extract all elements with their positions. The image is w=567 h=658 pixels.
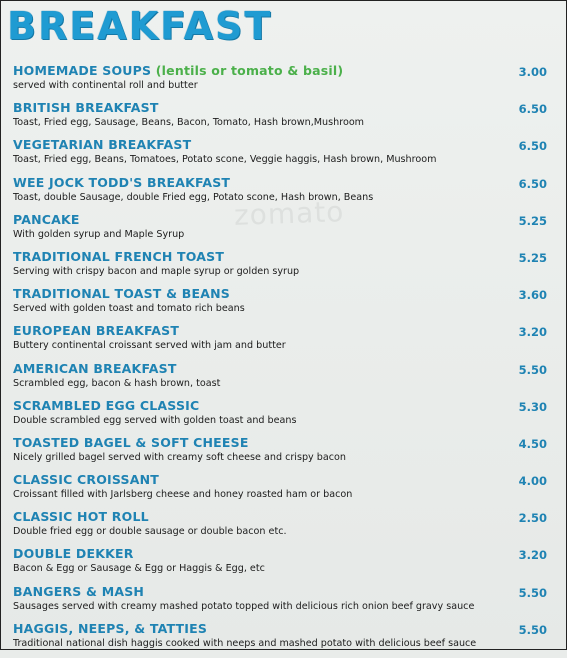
item-name: CLASSIC HOT ROLL [13,509,149,525]
menu-item [13,509,553,546]
item-name-line [13,361,553,377]
menu-item [13,398,553,435]
item-name-line [13,137,553,153]
item-description: served with continental roll and butter [13,80,198,91]
item-name-line [13,509,553,525]
menu-item [13,621,553,658]
item-name: EUROPEAN BREAKFAST [13,323,180,339]
item-description: Serving with crispy bacon and maple syrup or golden syrup [13,265,300,277]
item-price: 3.20 [518,548,547,563]
item-description: Toast, Fried egg, Beans, Tomatoes, Potato scone, Veggie haggis, Hash brown, Mushroom [13,154,437,166]
item-description: Toast, Fried egg, Sausage, Beans, Bacon, Tomato, Hash brown,Mushroom [13,117,365,129]
item-price: 5.50 [518,585,547,600]
menu-item [13,249,553,286]
item-name-line [13,286,553,302]
menu-item [13,361,553,398]
item-description: Double scrambled egg served with golden toast and beans [13,414,297,426]
item-name: TOASTED BAGEL & SOFT CHEESE [13,434,249,450]
item-price: 4.50 [518,436,547,451]
item-price: 6.50 [518,102,547,117]
item-description: Toast, double Sausage, double Fried egg, Potato scone, Hash brown, Beans [13,191,374,203]
item-name-line [13,584,553,600]
item-price: 6.50 [518,176,547,191]
item-name-line [13,63,553,79]
item-name-line [13,435,553,451]
item-price: 6.50 [518,139,547,154]
item-description: Buttery continental croissant served with jam and butter [13,340,286,352]
menu-item [13,546,553,583]
item-name-line [13,398,553,414]
item-description: Sausages served with creamy mashed potato topped with delicious rich onion beef gravy sauce [13,600,475,612]
item-name-line [13,472,553,488]
item-name: TRADITIONAL TOAST & BEANS [13,286,230,302]
item-name: CLASSIC CROISSANT [13,472,160,488]
menu-item [13,323,553,360]
item-note: (lentils or tomato & basil) [155,63,344,78]
item-name-line [13,621,553,637]
item-name-line [13,546,553,562]
item-name: BANGERS & MASH [13,583,145,599]
menu-item [13,100,553,137]
menu-items-list [13,63,553,658]
item-description: Bacon & Egg or Sausage & Egg or Haggis & Egg, etc [13,563,265,575]
menu-item [13,175,553,212]
menu-item [13,212,553,249]
item-description: Scrambled egg, bacon & hash brown, toast [13,377,221,389]
item-price: 4.00 [518,474,547,489]
item-description: Double fried egg or double sausage or double bacon etc. [13,526,287,538]
item-name-line [13,100,553,116]
item-name: SCRAMBLED EGG CLASSIC [13,397,200,413]
item-name: BRITISH BREAKFAST [13,100,159,116]
item-name: DOUBLE DEKKER [13,546,134,562]
item-price: 5.50 [518,622,547,637]
menu-item [13,63,553,100]
watermark: zomato [233,195,345,232]
item-price: 3.20 [518,325,547,340]
menu-title: BREAKFAST [7,4,273,48]
item-name: HOMEMADE SOUPS [13,63,152,78]
item-description: Nicely grilled bagel served with creamy soft cheese and crispy bacon [13,451,346,463]
item-price: 3.00 [518,65,547,79]
item-name: WEE JOCK TODD'S BREAKFAST [13,174,231,190]
item-price: 2.50 [518,511,547,526]
menu-item [13,435,553,472]
item-description: Croissant filled with Jarlsberg cheese and honey roasted ham or bacon [13,489,353,501]
menu-item [13,137,553,174]
item-name: VEGETARIAN BREAKFAST [13,137,192,153]
item-price: 5.50 [518,362,547,377]
item-name-line [13,323,553,339]
item-price: 5.25 [518,213,547,228]
item-description: Served with golden toast and tomato rich beans [13,303,245,315]
item-price: 5.25 [518,250,547,265]
item-name: PANCAKE [13,211,80,227]
menu-item [13,286,553,323]
item-description: Traditional national dish haggis cooked with neeps and mashed potato with delicious beef sauce [13,637,477,649]
item-price: 3.60 [518,288,547,303]
menu-item [13,472,553,509]
item-name: TRADITIONAL FRENCH TOAST [13,248,225,264]
item-name: AMERICAN BREAKFAST [13,360,177,376]
item-name-line [13,249,553,265]
item-description: With golden syrup and Maple Syrup [13,228,185,240]
item-name: HAGGIS, NEEPS, & TATTIES [13,620,208,636]
item-price: 5.30 [518,399,547,414]
menu-item [13,584,553,621]
item-name-line [13,175,553,191]
item-name-line [13,212,553,228]
